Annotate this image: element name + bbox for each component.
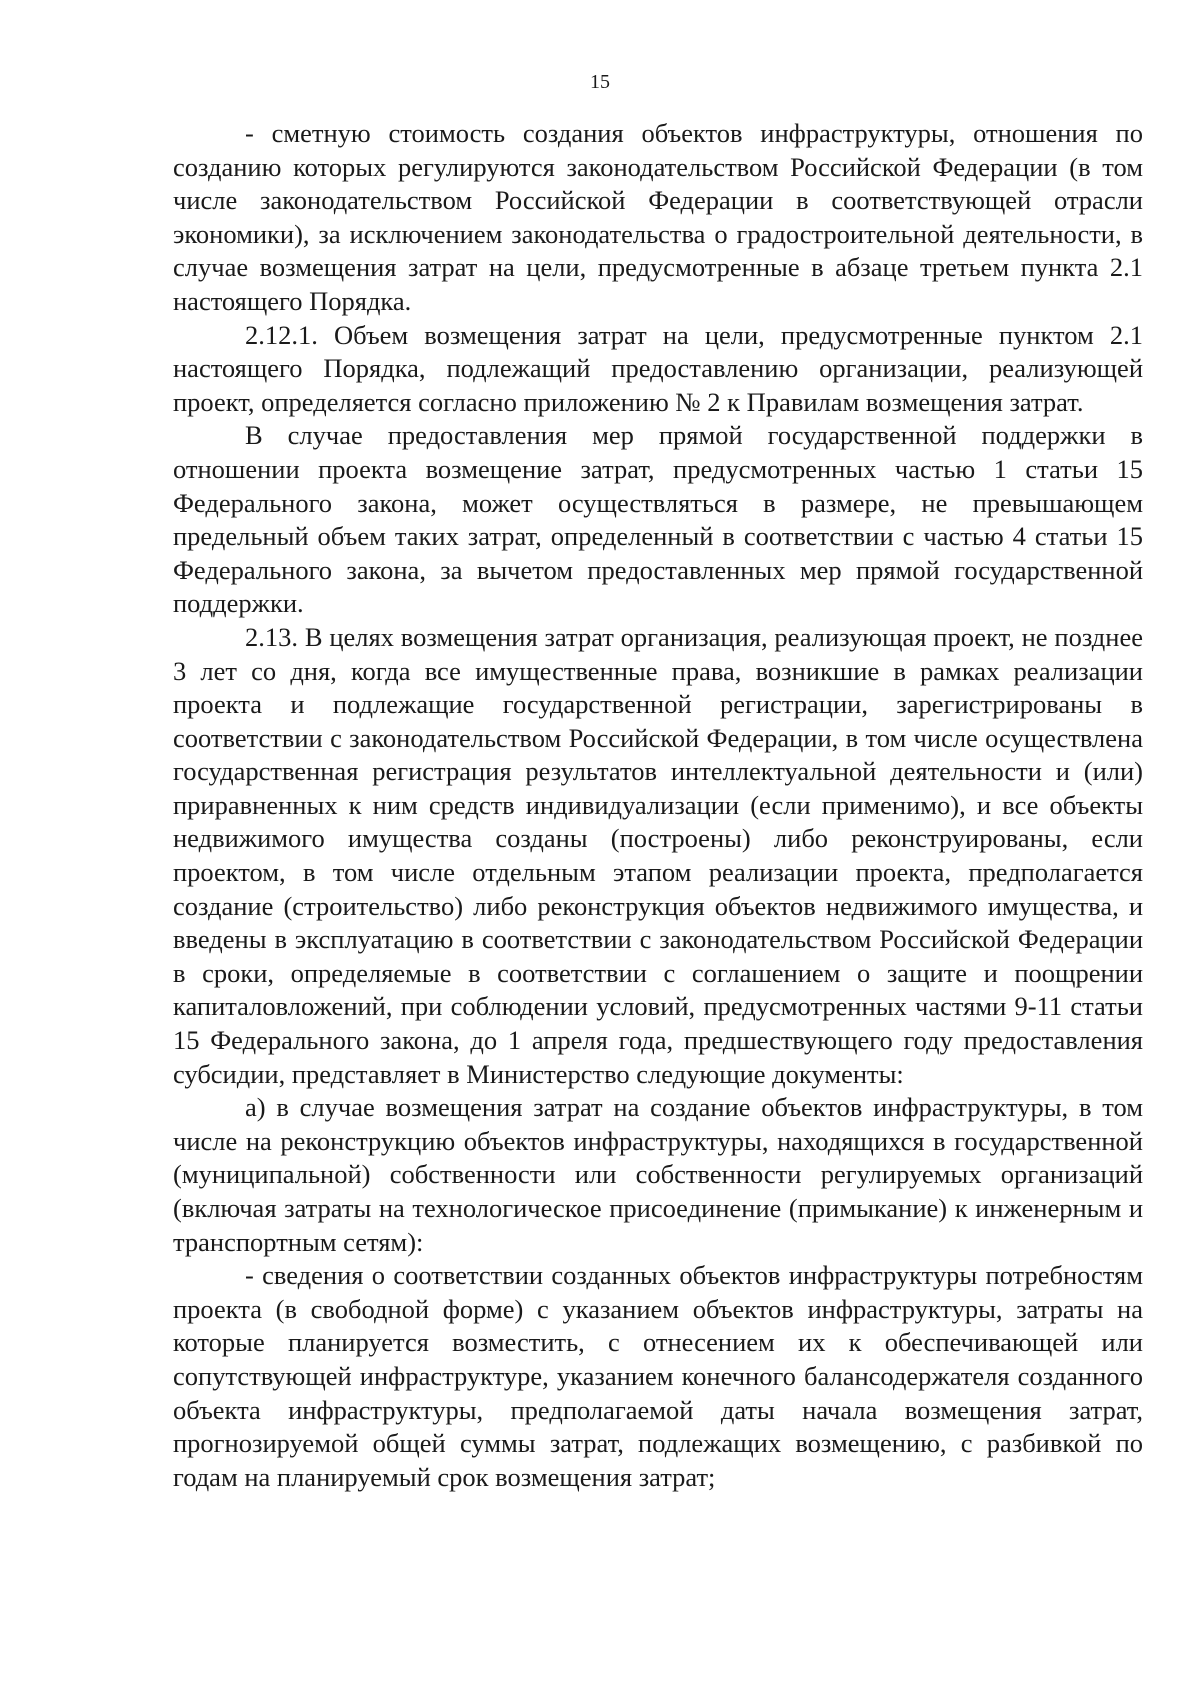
document-body <box>173 117 1143 1494</box>
paragraph-2-12-1: 2.12.1. Объем возмещения затрат на цели, предусмотренные пунктом 2.1 настоящего Порядка, подлежащий предоставлению организации, реализующей проект, определяется согласно приложению № 2 к Правилам возмещения затрат. <box>173 319 1143 417</box>
paragraph-2-13: 2.13. В целях возмещения затрат организация, реализующая проект, не позднее 3 лет со дня, когда все имущественные права, возникшие в рамках реализации проекта и подлежащие государственной регистрации, зарегистрированы в соответствии с законодательством Российской Федерации, в том числе осуществлена государственная регистрация результатов интеллектуальной деятельности и (или) приравненных к ним средств индивидуализации (если применимо), и все объекты недвижимого имущества созданы (построены) либо реконструированы, если проектом, в том числе отдельным этапом реализации проекта, предполагается создание (строительство) либо реконструкция объектов недвижимого имущества, и введены в эксплуатацию в соответствии с законодательством Российской Федерации в сроки, определяемые в соответствии с соглашением о защите и поощрении капиталовложений, при соблюдении условий, предусмотренных частями 9-11 статьи 15 Федерального закона, до 1 апреля года, предшествующего году предоставления субсидии, представляет в Министерство следующие документы: <box>173 621 1143 1089</box>
paragraph-state-support: В случае предоставления мер прямой государственной поддержки в отношении проекта возмещение затрат, предусмотренных частью 1 статьи 15 Федерального закона, может осуществляться в размере, не превышающем предельный объем таких затрат, определенный в соответствии с частью 4 статьи 15 Федерального закона, за вычетом предоставленных мер прямой государственной поддержки. <box>173 420 1143 619</box>
paragraph-infrastructure-info: - сведения о соответствии созданных объектов инфраструктуры потребностям проекта (в свободной форме) с указанием объектов инфраструктуры, затраты на которые планируется возместить, с отнесением их к обеспечивающей или сопутствующей инфраструктуре, указанием конечного балансодержателя созданного объекта инфраструктуры, предполагаемой даты начала возмещения затрат, прогнозируемой общей суммы затрат, подлежащих возмещению, с разбивкой по годам на планируемый срок возмещения затрат; <box>173 1260 1143 1492</box>
paragraph-item-a: а) в случае возмещения затрат на создание объектов инфраструктуры, в том числе на реконструкцию объектов инфраструктуры, находящихся в государственной (муниципальной) собственности или собственности регулируемых организаций (включая затраты на технологическое присоединение (примыкание) к инженерным и транспортным сетям): <box>173 1092 1143 1257</box>
page-number: 15 <box>590 71 610 93</box>
paragraph-estimated-cost: - сметную стоимость создания объектов инфраструктуры, отношения по созданию которых регулируются законодательством Российской Федерации (в том числе законодательством Российской Федерации в соответствующей отрасли экономики), за исключением законодательства о градостроительной деятельности, в случае возмещения затрат на цели, предусмотренные в абзаце третьем пункта 2.1 настоящего Порядка. <box>173 118 1143 316</box>
